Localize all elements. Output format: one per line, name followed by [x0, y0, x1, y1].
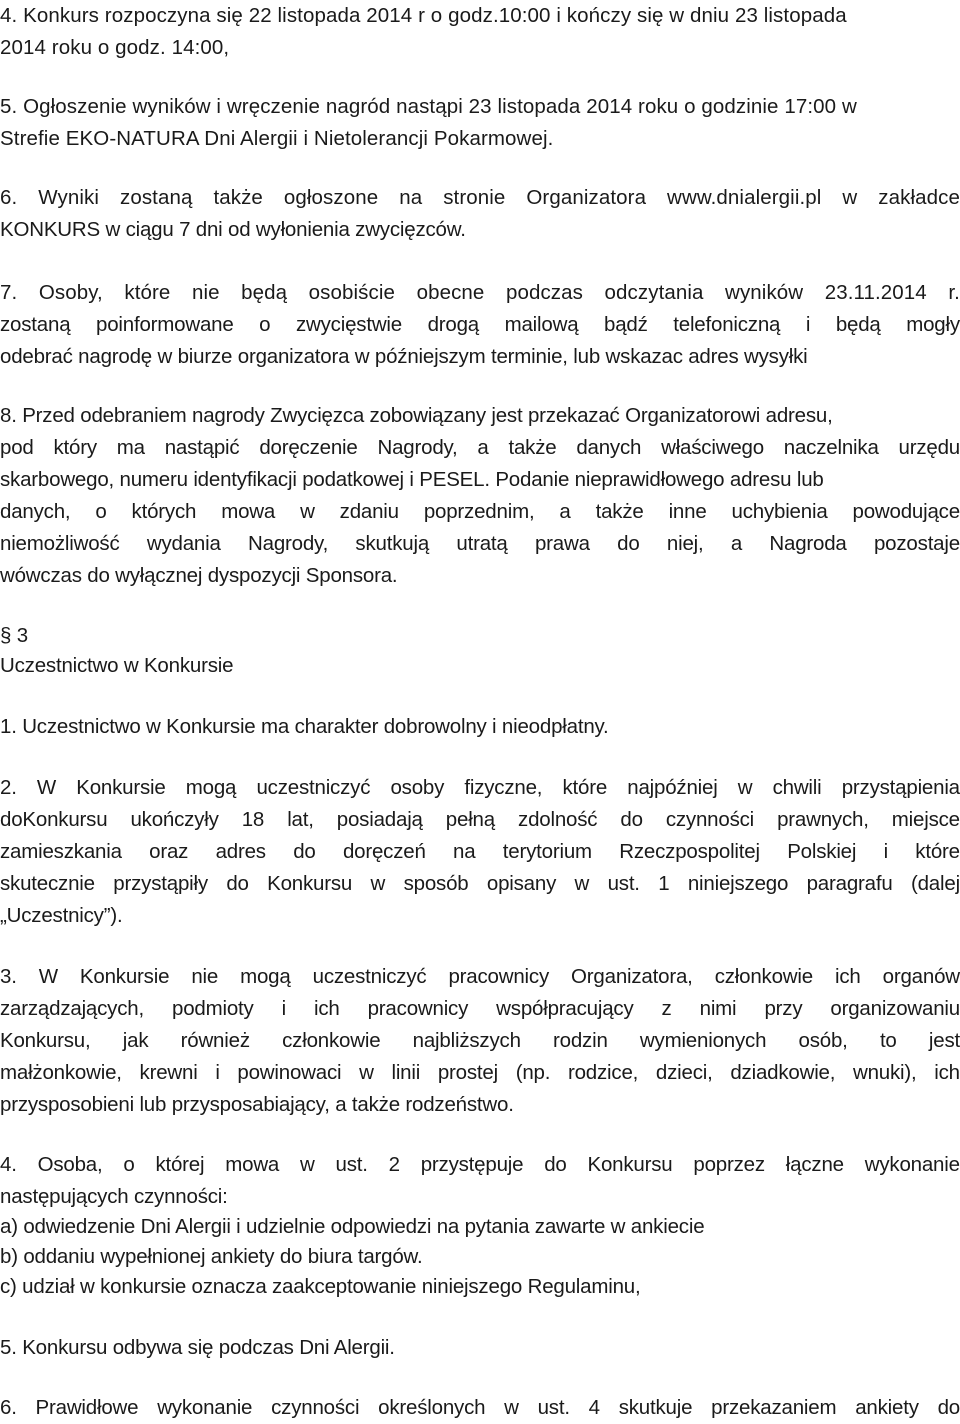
- word: mowa: [225, 1153, 280, 1176]
- word: prostej: [437, 1061, 498, 1084]
- word: mogą: [185, 776, 237, 799]
- word: w: [359, 1061, 374, 1084]
- word: wykonanie: [864, 1153, 960, 1176]
- word: o: [259, 313, 271, 336]
- section-3-paragraph-3-line-4: [0, 1057, 960, 1089]
- word: będą: [835, 313, 881, 336]
- word: współpracujący: [496, 997, 634, 1020]
- word: miejsce: [891, 808, 960, 831]
- word: inne: [668, 500, 707, 523]
- word: wyników: [725, 281, 804, 304]
- word: o: [123, 1153, 135, 1176]
- word: przekazaniem: [711, 1396, 837, 1419]
- word: (dalej: [910, 872, 960, 895]
- word: 6.: [0, 186, 18, 209]
- word: prawnych,: [777, 808, 869, 831]
- word: o: [95, 500, 107, 523]
- word: najbliższych: [412, 1029, 521, 1052]
- word: czynności: [271, 1396, 360, 1419]
- word: bądź: [604, 313, 648, 336]
- word: 2.: [0, 776, 17, 799]
- paragraph-5-line-2: Strefie EKO-NATURA Dni Alergii i Nietolerancji Pokarmowej.: [0, 127, 554, 150]
- word: nimi: [699, 997, 737, 1020]
- word: niej,: [666, 532, 704, 555]
- word: rodzice,: [567, 1061, 639, 1084]
- word: podmioty: [172, 997, 254, 1020]
- section-3-paragraph-2-line-4: [0, 868, 960, 900]
- word: wykonanie: [157, 1396, 253, 1419]
- word: drogą: [427, 313, 480, 336]
- word: osobiście: [308, 281, 396, 304]
- word: pełną: [445, 808, 495, 831]
- word: 4.: [0, 1153, 17, 1176]
- section-3-paragraph-1: 1. Uczestnictwo w Konkursie ma charakter dobrowolny i nieodpłatny.: [0, 715, 609, 738]
- word: fizyczne,: [464, 776, 543, 799]
- section-3-paragraph-4-line-1: [0, 1149, 960, 1181]
- word: utratą: [456, 532, 508, 555]
- word: określonych: [378, 1396, 486, 1419]
- section-3-paragraph-6-line-1: [0, 1392, 960, 1424]
- word: 23.11.2014: [824, 281, 927, 304]
- word: chwili: [772, 776, 822, 799]
- word: danych: [576, 436, 642, 459]
- word: pracownicy: [367, 997, 469, 1020]
- word: które: [124, 281, 171, 304]
- word: łączne: [785, 1153, 844, 1176]
- word: uczestniczyć: [256, 776, 371, 799]
- word: których: [131, 500, 197, 523]
- word: czynności: [665, 808, 755, 831]
- word: a: [730, 532, 743, 555]
- word: w: [574, 872, 590, 895]
- section-3-list-item-a: a) odwiedzenie Dni Alergii i udzielnie odpowiedzi na pytania zawarte w ankiecie: [0, 1215, 705, 1238]
- word: osób,: [798, 1029, 848, 1052]
- word: mowa: [221, 500, 276, 523]
- word: do: [226, 872, 249, 895]
- word: Organizatora: [526, 186, 647, 209]
- word: 18: [241, 808, 265, 831]
- word: 6.: [0, 1396, 17, 1419]
- word: Polskiej: [787, 840, 857, 863]
- word: terytorium: [502, 840, 592, 863]
- paragraph-6-line-2: KONKURS w ciągu 7 dni od wyłonienia zwycięzców.: [0, 218, 466, 241]
- word: wnuki),: [853, 1061, 917, 1084]
- section-number: § 3: [0, 624, 28, 647]
- word: oraz: [149, 840, 189, 863]
- word: uchybienia: [731, 500, 828, 523]
- word: doKonkursu: [0, 808, 108, 831]
- word: z: [661, 997, 672, 1020]
- word: Osoba,: [37, 1153, 103, 1176]
- word: doręczeń: [342, 840, 426, 863]
- word: niemożliwość: [0, 532, 120, 555]
- word: w: [737, 776, 753, 799]
- word: mogły: [906, 313, 960, 336]
- word: 2: [388, 1153, 400, 1176]
- word: zwycięstwie: [295, 313, 402, 336]
- word: ukończyły: [130, 808, 219, 831]
- word: które: [562, 776, 608, 799]
- word: krewni: [139, 1061, 198, 1084]
- word: i: [883, 840, 888, 863]
- word: skutkują: [355, 532, 430, 555]
- word: ogłoszone: [283, 186, 379, 209]
- word: i: [215, 1061, 220, 1084]
- word: Konkursie: [76, 776, 166, 799]
- word: uczestniczyć: [312, 965, 427, 988]
- word: do: [617, 532, 640, 555]
- word: doręczenie: [259, 436, 358, 459]
- word: poinformowane: [96, 313, 234, 336]
- word: który: [53, 436, 97, 459]
- word: Rzeczpospolitej: [619, 840, 760, 863]
- word: ich: [934, 1061, 960, 1084]
- word: jest: [928, 1029, 960, 1052]
- word: 7.: [0, 281, 18, 304]
- word: także: [595, 500, 644, 523]
- word: przystąpiły: [113, 872, 208, 895]
- section-title: Uczestnictwo w Konkursie: [0, 654, 234, 677]
- word: członkowie: [714, 965, 813, 988]
- word: 1: [658, 872, 670, 895]
- word: powodujące: [852, 500, 960, 523]
- word: niniejszego: [687, 872, 789, 895]
- word: które: [915, 840, 960, 863]
- word: pracownicy: [448, 965, 550, 988]
- paragraph-8-line-4: [0, 496, 960, 528]
- word: małżonkowie,: [0, 1061, 122, 1084]
- word: skutkuje: [618, 1396, 693, 1419]
- word: wydania: [146, 532, 221, 555]
- word: zdaniu: [339, 500, 399, 523]
- word: ust.: [335, 1153, 368, 1176]
- word: będą: [241, 281, 288, 304]
- paragraph-7-line-3: odebrać nagrodę w biurze organizatora w późniejszym terminie, lub wskazac adres wysyłki: [0, 345, 808, 368]
- word: lat,: [287, 808, 314, 831]
- word: mailową: [504, 313, 579, 336]
- word: w: [370, 872, 386, 895]
- word: jak: [122, 1029, 149, 1052]
- word: do: [293, 840, 316, 863]
- word: Konkursu,: [0, 1029, 91, 1052]
- paragraph-8-line-1: 8. Przed odebraniem nagrody Zwycięzca zobowiązany jest przekazać Organizatorowi adresu,: [0, 404, 833, 427]
- section-3-paragraph-5: 5. Konkursu odbywa się podczas Dni Alergii.: [0, 1336, 395, 1359]
- paragraph-4-line-1: 4. Konkurs rozpoczyna się 22 listopada 2014 r o godz.10:00 i kończy się w dniu 23 listopada: [0, 4, 847, 27]
- word: Nagroda: [769, 532, 847, 555]
- word: odczytania: [604, 281, 704, 304]
- word: www.dnialergii.pl: [667, 186, 822, 209]
- word: przystąpienia: [841, 776, 960, 799]
- section-3-paragraph-4-line-2: następujących czynności:: [0, 1185, 228, 1208]
- word: zamieszkania: [0, 840, 122, 863]
- word: skutecznie: [0, 872, 95, 895]
- word: również: [180, 1029, 250, 1052]
- word: paragrafu: [806, 872, 893, 895]
- word: także: [508, 436, 557, 459]
- section-3-paragraph-2-line-3: [0, 836, 960, 868]
- word: ankiety: [855, 1396, 919, 1419]
- word: 3.: [0, 965, 17, 988]
- word: zakładce: [878, 186, 960, 209]
- word: w: [504, 1396, 519, 1419]
- word: prawa: [534, 532, 590, 555]
- section-3-paragraph-2-line-5: „Uczestnicy”).: [0, 904, 123, 927]
- word: rodzin: [553, 1029, 608, 1052]
- word: Prawidłowe: [35, 1396, 139, 1419]
- word: do: [544, 1153, 567, 1176]
- word: i: [805, 313, 811, 336]
- word: Konkursu: [587, 1153, 673, 1176]
- word: zostaną: [119, 186, 193, 209]
- section-3-paragraph-3-line-2: [0, 993, 960, 1025]
- word: członkowie: [282, 1029, 381, 1052]
- paragraph-4-line-2: 2014 roku o godz. 14:00,: [0, 36, 230, 59]
- word: osoby: [390, 776, 445, 799]
- paragraph-7-line-1: [0, 277, 960, 309]
- section-3-paragraph-3-line-1: [0, 961, 960, 993]
- word: ich: [313, 997, 340, 1020]
- word: do: [620, 808, 643, 831]
- paragraph-6-line-1: [0, 182, 960, 214]
- word: zdolność: [518, 808, 598, 831]
- word: posiadają: [336, 808, 423, 831]
- word: Organizatora,: [571, 965, 693, 988]
- word: stronie: [443, 186, 506, 209]
- word: nastąpić: [164, 436, 240, 459]
- word: ust.: [607, 872, 640, 895]
- word: naczelnika: [783, 436, 879, 459]
- paragraph-7-line-2: [0, 309, 960, 341]
- word: w: [300, 500, 315, 523]
- word: poprzednim,: [423, 500, 535, 523]
- word: nie: [191, 281, 220, 304]
- word: to: [879, 1029, 897, 1052]
- word: ich: [835, 965, 861, 988]
- word: linii: [391, 1061, 421, 1084]
- word: dzieci,: [655, 1061, 713, 1084]
- word: organów: [882, 965, 960, 988]
- word: przy: [764, 997, 803, 1020]
- word: obecne: [416, 281, 485, 304]
- word: sposób: [403, 872, 469, 895]
- word: ma: [116, 436, 145, 459]
- word: na: [399, 186, 423, 209]
- word: W: [38, 965, 58, 988]
- section-3-paragraph-3-line-3: [0, 1025, 960, 1057]
- word: ust.: [537, 1396, 570, 1419]
- word: nie: [191, 965, 219, 988]
- section-3-list-item-b: b) oddaniu wypełnionej ankiety do biura targów.: [0, 1245, 423, 1268]
- word: na: [453, 840, 476, 863]
- word: Nagrody,: [248, 532, 329, 555]
- word: w: [300, 1153, 315, 1176]
- paragraph-8-line-5: [0, 528, 960, 560]
- word: w: [842, 186, 858, 209]
- word: powinowaci: [237, 1061, 342, 1084]
- word: i: [281, 997, 286, 1020]
- word: Konkursie: [79, 965, 170, 988]
- word: opisany: [486, 872, 557, 895]
- word: zarządzających,: [0, 997, 144, 1020]
- word: właściwego: [661, 436, 764, 459]
- word: organizowaniu: [830, 997, 960, 1020]
- word: telefoniczną: [673, 313, 781, 336]
- word: a: [477, 436, 489, 459]
- word: zostaną: [0, 313, 71, 336]
- word: Konkursu: [267, 872, 353, 895]
- paragraph-5-line-1: 5. Ogłoszenie wyników i wręczenie nagród nastąpi 23 listopada 2014 roku o godzinie 17:00 w: [0, 95, 857, 118]
- word: Wyniki: [38, 186, 100, 209]
- word: dziadkowie,: [730, 1061, 836, 1084]
- word: urzędu: [898, 436, 960, 459]
- section-3-paragraph-2-line-1: [0, 772, 960, 804]
- word: której: [155, 1153, 205, 1176]
- word: pozostaje: [873, 532, 960, 555]
- word: Osoby,: [38, 281, 103, 304]
- word: podczas: [505, 281, 583, 304]
- word: Nagrody,: [377, 436, 458, 459]
- section-3-list-item-c: c) udział w konkursie oznacza zaakceptowanie niniejszego Regulaminu,: [0, 1275, 641, 1298]
- word: adres: [215, 840, 266, 863]
- word: poprzez: [693, 1153, 765, 1176]
- word: przystępuje: [420, 1153, 524, 1176]
- section-3-paragraph-2-line-2: [0, 804, 960, 836]
- word: 4: [588, 1396, 600, 1419]
- paragraph-8-line-3: skarbowego, numeru identyfikacji podatkowej i PESEL. Podanie nieprawidłowego adresu lub: [0, 468, 824, 491]
- paragraph-8-line-6: wówczas do wyłącznej dyspozycji Sponsora.: [0, 564, 398, 587]
- paragraph-8-line-2: [0, 432, 960, 464]
- word: a: [559, 500, 571, 523]
- word: także: [213, 186, 263, 209]
- word: danych,: [0, 500, 71, 523]
- word: najpóźniej: [627, 776, 718, 799]
- word: r.: [948, 281, 960, 304]
- word: wymienionych: [639, 1029, 767, 1052]
- word: (np.: [515, 1061, 551, 1084]
- word: pod: [0, 436, 34, 459]
- word: do: [937, 1396, 960, 1419]
- section-3-paragraph-3-line-5: przysposobieni lub przysposabiający, a także rodzeństwo.: [0, 1093, 514, 1116]
- word: W: [36, 776, 57, 799]
- word: mogą: [240, 965, 291, 988]
